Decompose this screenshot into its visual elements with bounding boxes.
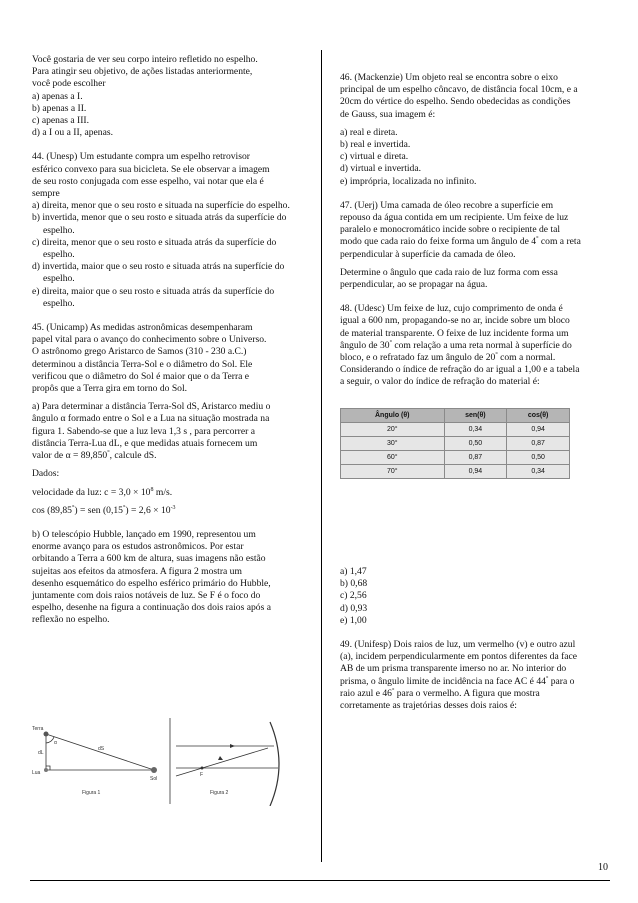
alpha-tail: , calcule dS. [109, 450, 157, 462]
q49-line4a: prisma, o ângulo limite de incidência na face AC é 44 [340, 675, 546, 687]
intro-option: d) a I ou a II, apenas. [32, 127, 113, 139]
q44-text: 44. (Unesp) Um estudante compra um espelho retrovisor [32, 151, 250, 163]
intro-line: Para atingir seu objetivo, de ações listadas anteriormente, [32, 66, 253, 78]
q49-text [340, 688, 612, 700]
q48-line4a: ângulo de 30 [340, 339, 390, 351]
q45a-text: a) Para determinar a distância Terra-Sol dS, Aristarco mediu o [32, 401, 271, 413]
table-cell: 0,34 [507, 465, 570, 479]
q49-line5b: para o vermelho. A figura que mostra [394, 687, 540, 699]
focal-ray [176, 748, 268, 776]
degree-sign: ° [122, 504, 126, 511]
q48-line4b: com relação a uma reta normal à superfície do [391, 339, 572, 351]
moon-dot [44, 768, 48, 772]
degree-sign: ° [391, 687, 395, 694]
speed-text: velocidade da luz: c = 3,0 × 10 [32, 486, 151, 498]
figure-1-diagram [46, 734, 154, 770]
q45b-text: b) O telescópio Hubble, lançado em 1990, representou um [32, 528, 256, 540]
q47-text: repouso da água contida em um recipiente. Um feixe de luz [340, 212, 569, 224]
cos-mid: ) = sen (0,15 [74, 504, 123, 516]
alpha-label: α [54, 740, 57, 746]
mirror-curve [270, 722, 279, 806]
q46-option-d: d) virtual e invertida. [340, 163, 421, 175]
q47-question: perpendicular, ao se propagar na água. [340, 279, 488, 291]
earth-dot [44, 732, 49, 737]
right-column [340, 72, 612, 389]
q45-text: verificou que o diâmetro do Sol é maior que o da Terra e [32, 370, 250, 382]
q49-line5a: raio azul e 46 [340, 687, 392, 699]
table-cell: 0,50 [444, 437, 507, 451]
q45b-text: desenho esquemático do espelho esférico primário do Hubble, [32, 577, 271, 589]
q47-text: perpendicular à superfície da camada de óleo. [340, 248, 516, 260]
q48-text: igual a 600 nm, propagando-se no ar, incide sobre um bloco [340, 315, 570, 327]
q44-option-b: b) invertida, menor que o seu rosto e situada atrás da superfície do espelho. [32, 212, 287, 236]
q48-options-and-q49 [340, 566, 612, 712]
q48-option-b: b) 0,68 [340, 578, 368, 590]
q48-text: a seguir, o valor do índice de refração do material é: [340, 376, 540, 388]
q46-text: principal de um espelho côncavo, de distância focal 10cm, e a [340, 84, 578, 96]
q45-text: papel vital para o avanço do conhecimento sobre o Universo. [32, 334, 267, 346]
q46-option-b: b) real e invertida. [340, 139, 411, 151]
q45-text: propôs que a Terra gira em torno do Sol. [32, 383, 188, 395]
figures-1-2 [32, 718, 298, 806]
ds-label: dS [98, 746, 105, 752]
left-column [32, 54, 306, 627]
terra-label: Terra [32, 726, 44, 732]
sol-label: Sol [150, 776, 158, 782]
q44-option-e: e) direita, maior que o seu rosto e situada atrás da superfície do espelho. [32, 285, 275, 309]
q45a-text: distância Terra-Lua dL, e que medidas atuais fornecem um [32, 437, 258, 449]
table-cell: 0,94 [507, 423, 570, 437]
q45a-alpha-line [32, 450, 306, 462]
q48-text: Considerando o índice de refração do ar igual a 1,00 e a tabela [340, 364, 580, 376]
q49-text: 49. (Unifesp) Dois raios de luz, um vermelho (v) e outro azul [340, 639, 576, 651]
q45b-text: espelho, desenhe na figura a continuação dos dois raios após a [32, 602, 271, 614]
table-cell: 30° [341, 437, 445, 451]
speed-unit: m/s. [153, 486, 173, 498]
intro-option: a) apenas a I. [32, 90, 83, 102]
table-cell: 0,34 [444, 423, 507, 437]
q46-text: 20cm do vértice do espelho. Sendo obedecidas as condições [340, 96, 571, 108]
q49-text: (a), incidem perpendicularmente em pontos diferentes da face [340, 651, 578, 663]
table-cell: 0,87 [507, 437, 570, 451]
degree-sign: ° [545, 675, 549, 682]
q45-text: determinou a distância Terra-Sol e o diâmetro do Sol. Ele [32, 358, 253, 370]
q48-option-c: c) 2,56 [340, 590, 367, 602]
cos-exponent: -3 [170, 504, 176, 511]
lua-label: Lua [32, 770, 41, 776]
q48-line5a: bloco, e o refratado faz um ângulo de 20 [340, 352, 496, 364]
degree-sign: ° [107, 449, 110, 456]
q46-option-a: a) real e direta. [340, 126, 398, 138]
table-cell: 20° [341, 423, 445, 437]
q44-text: esférico convexo para sua bicicleta. Se ele observar a imagem [32, 163, 270, 175]
dados-label: Dados: [32, 468, 60, 480]
intro-option: b) apenas a II. [32, 102, 87, 114]
q48-option-a: a) 1,47 [340, 566, 367, 577]
q48-text [340, 352, 612, 364]
table-header: cos(θ) [507, 409, 570, 423]
table-header: sen(θ) [444, 409, 507, 423]
cos-text: cos (89,85 [32, 504, 72, 516]
q45b-text: orbitando a Terra a 600 km de altura, suas imagens não estão [32, 553, 266, 565]
focus-label: F [200, 772, 204, 778]
q48-option-e: e) 1,00 [340, 614, 367, 626]
sun-dot [151, 767, 157, 773]
q48-text [340, 340, 612, 352]
q44-option-c: c) direita, menor que o seu rosto e situada atrás da superfície do espelho. [32, 236, 277, 261]
table-cell: 60° [341, 451, 445, 465]
table-header-row [341, 409, 570, 423]
q49-line4b: para o [548, 675, 575, 687]
table-row [341, 465, 570, 479]
degree-sign: ° [536, 236, 539, 243]
degree-sign: ° [71, 504, 75, 511]
q48-text: de material transparente. O feixe de luz incidente forma um [340, 327, 569, 339]
q45b-text: reflexão no espelho. [32, 614, 110, 626]
q47-line4b: com a reta [538, 236, 581, 248]
q48-line5b: com a normal. [497, 352, 556, 364]
speed-of-light [32, 487, 306, 499]
ray-arrow [230, 744, 235, 748]
q47-text [340, 236, 612, 248]
figure-2-caption: Figura 2 [210, 790, 229, 796]
q47-line4a: modo que cada raio do feixe forma um ângulo de 4 [340, 236, 537, 248]
table-row [341, 451, 570, 465]
intro-option: c) apenas a III. [32, 115, 89, 127]
q48-text: 48. (Udesc) Um feixe de luz, cujo comprimento de onda é [340, 303, 563, 315]
q45-text: 45. (Unicamp) As medidas astronômicas desempenharam [32, 322, 253, 334]
q45a-text: figura 1. Sabendo-se que a luz leva 1,3 s , para percorrer a [32, 425, 255, 437]
q49-text: corretamente as trajetórias desses dois raios é: [340, 700, 517, 712]
q48-option-d: d) 0,93 [340, 602, 368, 614]
q46-text: de Gauss, sua imagem é: [340, 108, 436, 120]
table-row [341, 423, 570, 437]
degree-sign: ° [495, 351, 498, 358]
degree-sign: ° [389, 339, 392, 346]
q47-text: 47. (Uerj) Uma camada de óleo recobre a superfície em [340, 199, 554, 211]
speed-exponent: 8 [150, 486, 154, 493]
q45b-text: juntamente com dois raios notáveis de luz. Se F é o foco do [32, 589, 261, 601]
cos-tail: ) = 2,6 × 10 [125, 504, 171, 516]
dl-label: dL [38, 750, 44, 756]
intro-line: você pode escolher [32, 78, 106, 90]
q45b-text: enorme avanço para os estudos astronômicos. Por estar [32, 541, 244, 553]
q45b-text: sujeitas aos efeitos da atmosfera. A figura 2 mostra um [32, 565, 242, 577]
q46-option-e: e) imprópria, localizada no infinito. [340, 175, 477, 187]
ray-arrow [218, 756, 223, 760]
q49-text [340, 676, 612, 688]
q46-option-c: c) virtual e direta. [340, 151, 409, 163]
q44-text: sempre [32, 188, 60, 200]
alpha-value: valor de α = 89,850 [32, 450, 108, 462]
table-cell: 0,87 [444, 451, 507, 465]
table-cell: 70° [341, 465, 445, 479]
table-cell: 0,94 [444, 465, 507, 479]
figure-1-caption: Figura 1 [82, 790, 101, 796]
focus-point [201, 767, 204, 770]
page-number: 10 [598, 862, 608, 873]
table-row [341, 437, 570, 451]
q47-question: Determine o ângulo que cada raio de luz forma com essa [340, 266, 558, 278]
cos-formula [32, 505, 306, 517]
column-divider [321, 50, 322, 862]
footer-rule [30, 880, 610, 881]
q47-text: paralelo e monocromático incide sobre o recipiente de tal [340, 224, 561, 236]
table-cell: 0,50 [507, 451, 570, 465]
q49-text: AB de um prisma transparente imerso no ar. No interior do [340, 663, 567, 675]
intro-line: Você gostaria de ver seu corpo inteiro refletido no espelho. [32, 54, 258, 65]
angle-table [340, 408, 570, 479]
q45-text: O astrônomo grego Aristarco de Samos (310 - 230 a.C.) [32, 346, 247, 358]
q46-text: 46. (Mackenzie) Um objeto real se encontra sobre o eixo [340, 72, 558, 83]
q45a-text: ângulo α formado entre o Sol e a Lua na situação mostrada na [32, 413, 270, 425]
alpha-arc [46, 737, 54, 743]
q44-option-d: d) invertida, maior que o seu rosto e situada atrás na superfície do espelho. [32, 261, 285, 285]
q44-text: de seu rosto conjugada com esse espelho, vai notar que ela é [32, 175, 264, 187]
earth-sun-line [46, 734, 154, 770]
q44-option-a: a) direita, menor que o seu rosto e situada na superfície do espelho. [32, 200, 290, 212]
table-header: Ângulo (θ) [341, 409, 445, 423]
